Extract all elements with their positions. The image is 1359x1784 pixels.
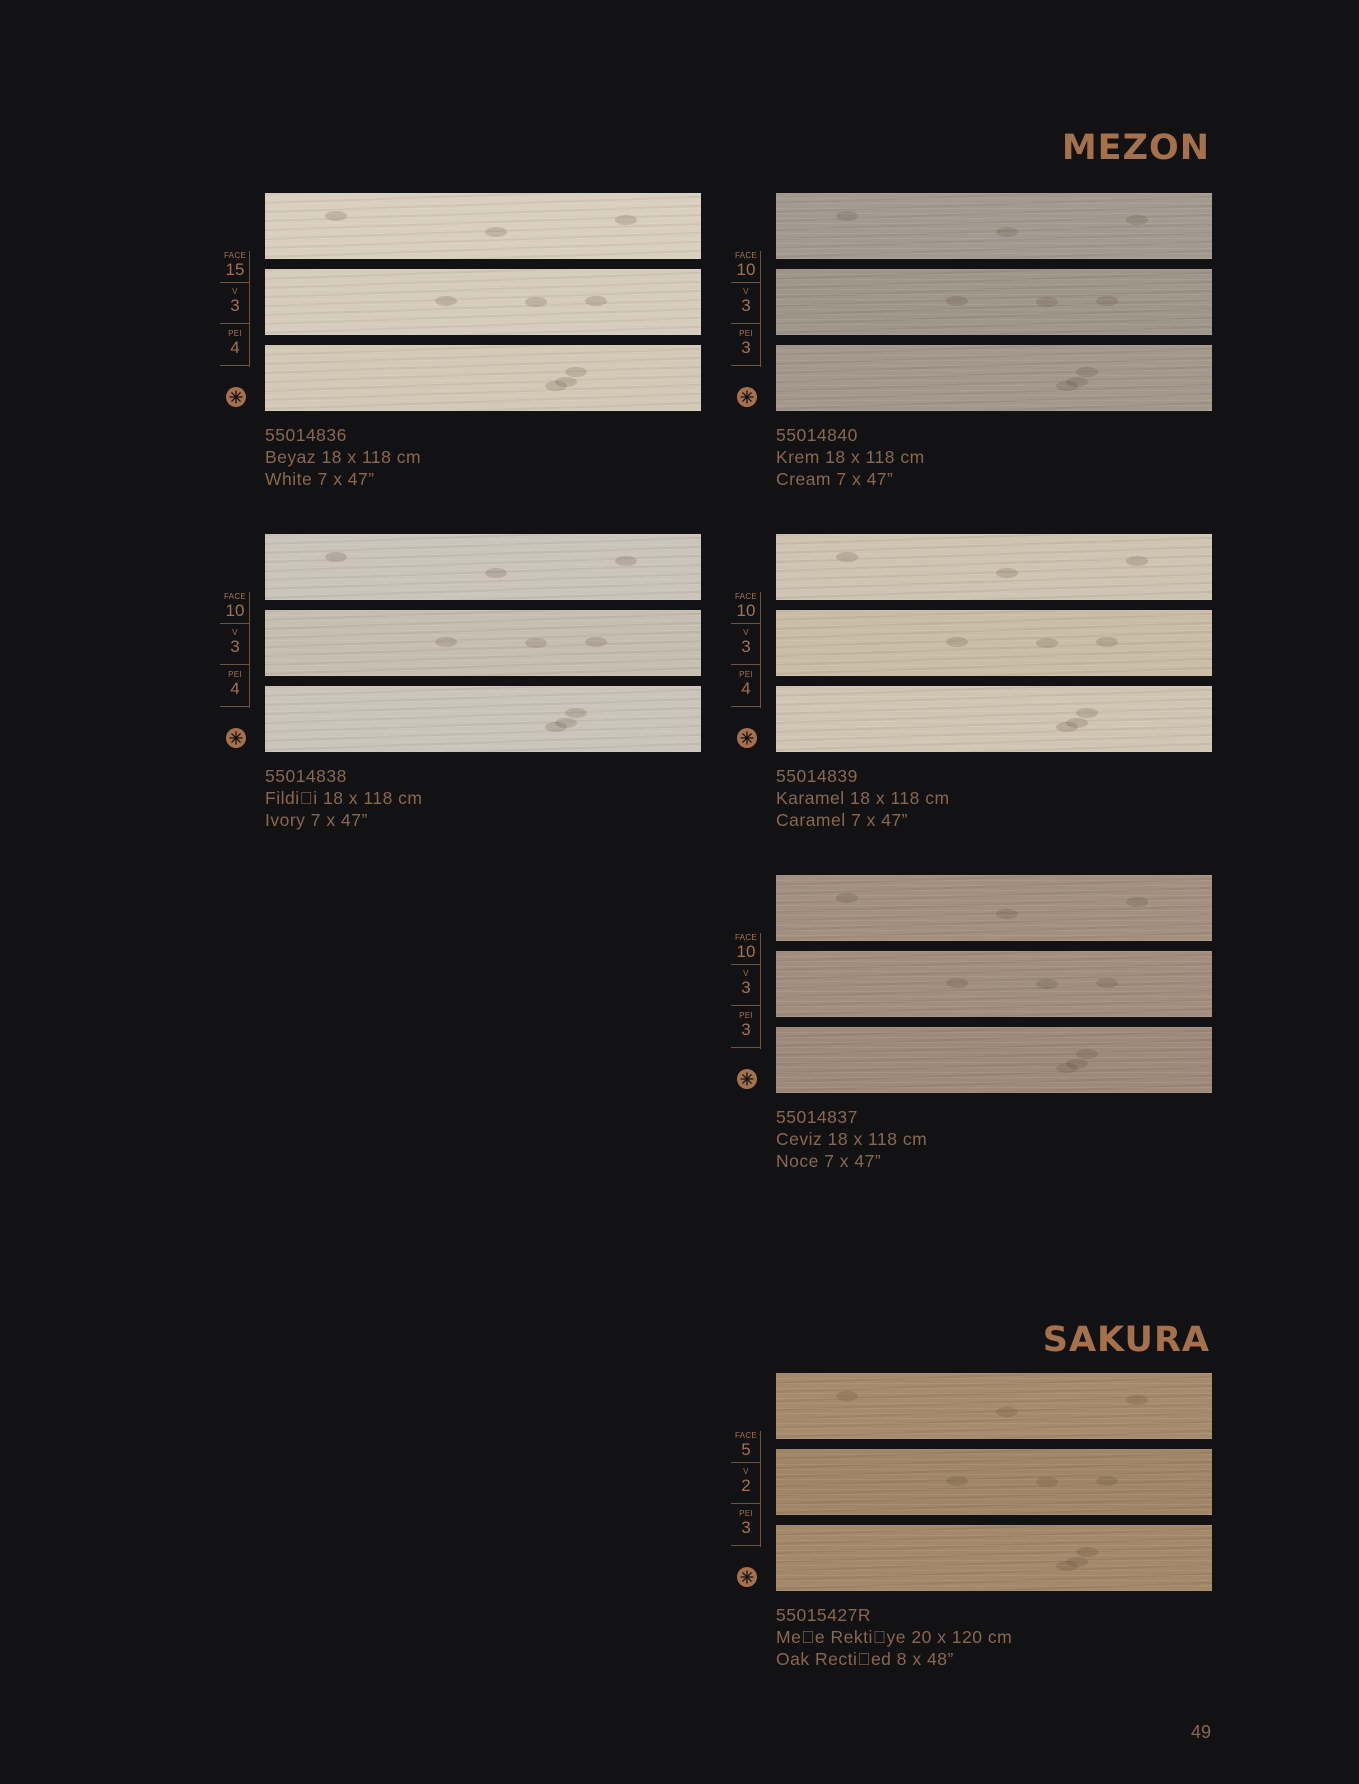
spec-pei-value: 3 bbox=[741, 1518, 751, 1537]
spec-column bbox=[731, 251, 761, 409]
product-name-en: Noce 7 x 47” bbox=[776, 1151, 882, 1171]
spec-v-label: V bbox=[743, 287, 749, 296]
spec-pei-label: PEI bbox=[228, 329, 242, 338]
spec-pei bbox=[731, 1011, 761, 1039]
spec-pei bbox=[731, 670, 761, 698]
product-code: 55015427R bbox=[776, 1605, 871, 1625]
anti-slip-badge-icon bbox=[737, 728, 757, 748]
spec-pei bbox=[220, 670, 250, 698]
spec-column bbox=[731, 933, 761, 1091]
spec-pei-value: 4 bbox=[230, 679, 240, 698]
product-name-en: Oak Recti ed 8 x 48” bbox=[776, 1649, 954, 1669]
tile-plank-image bbox=[265, 686, 701, 752]
spec-v bbox=[220, 287, 250, 315]
spec-pei-value: 3 bbox=[741, 1020, 751, 1039]
product-card bbox=[731, 193, 1227, 493]
tile-plank-image bbox=[776, 1373, 1212, 1439]
spec-v-value: 3 bbox=[741, 296, 751, 315]
spec-v-value: 3 bbox=[741, 978, 751, 997]
spec-v bbox=[731, 1467, 761, 1495]
product-info bbox=[776, 765, 950, 831]
spec-pei bbox=[220, 329, 250, 357]
product-code: 55014838 bbox=[265, 766, 347, 786]
spec-face-value: 15 bbox=[225, 260, 245, 279]
spec-column bbox=[220, 592, 250, 750]
anti-slip-badge-icon bbox=[737, 1567, 757, 1587]
tile-plank-image bbox=[265, 345, 701, 411]
tile-plank-image bbox=[265, 610, 701, 676]
spec-v-label: V bbox=[232, 628, 238, 637]
spec-v-value: 3 bbox=[230, 637, 240, 656]
spec-pei-value: 3 bbox=[741, 338, 751, 357]
spec-face-value: 10 bbox=[225, 601, 245, 620]
product-code: 55014836 bbox=[265, 425, 347, 445]
anti-slip-badge-icon bbox=[737, 1069, 757, 1089]
spec-face-value: 10 bbox=[736, 601, 756, 620]
spec-v bbox=[731, 287, 761, 315]
tile-plank-image bbox=[776, 193, 1212, 259]
product-card bbox=[220, 534, 716, 834]
spec-face-value: 5 bbox=[741, 1440, 751, 1459]
product-name-tr: Karamel 18 x 118 cm bbox=[776, 788, 950, 808]
tile-plank-image bbox=[265, 193, 701, 259]
spec-face-label: FACE bbox=[734, 592, 758, 601]
anti-slip-badge-icon bbox=[226, 728, 246, 748]
product-code: 55014839 bbox=[776, 766, 858, 786]
tile-plank-image bbox=[265, 534, 701, 600]
spec-face-label: FACE bbox=[223, 251, 247, 260]
product-name-tr: Beyaz 18 x 118 cm bbox=[265, 447, 422, 467]
spec-face-label: FACE bbox=[734, 1431, 758, 1440]
spec-face bbox=[731, 933, 761, 961]
spec-v-label: V bbox=[743, 969, 749, 978]
tile-plank-image bbox=[776, 534, 1212, 600]
spec-face bbox=[220, 592, 250, 620]
tile-plank-image bbox=[776, 875, 1212, 941]
product-name-tr: Ceviz 18 x 118 cm bbox=[776, 1129, 928, 1149]
collection-title-sakura: SAKURA bbox=[1042, 1320, 1210, 1360]
spec-v bbox=[731, 969, 761, 997]
tile-plank-image bbox=[776, 1525, 1212, 1591]
tile-plank-image bbox=[265, 269, 701, 335]
spec-column bbox=[731, 1431, 761, 1589]
collection-title-mezon: MEZON bbox=[1061, 128, 1210, 168]
anti-slip-badge-icon bbox=[226, 387, 246, 407]
anti-slip-badge-icon bbox=[737, 387, 757, 407]
spec-face-label: FACE bbox=[734, 251, 758, 260]
spec-v-label: V bbox=[743, 1467, 749, 1476]
spec-face bbox=[220, 251, 250, 279]
spec-pei bbox=[731, 1509, 761, 1537]
product-info bbox=[265, 765, 423, 831]
product-code: 55014837 bbox=[776, 1107, 858, 1127]
spec-v-value: 2 bbox=[741, 1476, 751, 1495]
tile-plank-image bbox=[776, 610, 1212, 676]
product-info bbox=[776, 1604, 1012, 1670]
tile-plank-image bbox=[776, 686, 1212, 752]
spec-pei-value: 4 bbox=[230, 338, 240, 357]
spec-v-value: 3 bbox=[741, 637, 751, 656]
product-info bbox=[776, 1106, 927, 1172]
product-card bbox=[220, 193, 716, 493]
spec-face-label: FACE bbox=[734, 933, 758, 942]
spec-face bbox=[731, 1431, 761, 1459]
product-name-en: Cream 7 x 47” bbox=[776, 469, 894, 489]
spec-pei bbox=[731, 329, 761, 357]
product-card bbox=[731, 534, 1227, 834]
spec-v-label: V bbox=[743, 628, 749, 637]
spec-column bbox=[731, 592, 761, 750]
product-name-tr: Krem 18 x 118 cm bbox=[776, 447, 925, 467]
tile-plank-image bbox=[776, 345, 1212, 411]
spec-v-label: V bbox=[232, 287, 238, 296]
product-name-en: Caramel 7 x 47” bbox=[776, 810, 908, 830]
spec-face-label: FACE bbox=[223, 592, 247, 601]
spec-v bbox=[731, 628, 761, 656]
product-code: 55014840 bbox=[776, 425, 858, 445]
spec-face-value: 10 bbox=[736, 942, 756, 961]
product-info bbox=[776, 424, 925, 490]
spec-pei-label: PEI bbox=[739, 670, 753, 679]
product-name-tr: Me e Rekti ye 20 x 120 cm bbox=[776, 1627, 1013, 1647]
product-info bbox=[265, 424, 421, 490]
page-number: 49 bbox=[1190, 1722, 1211, 1742]
tile-plank-image bbox=[776, 1449, 1212, 1515]
spec-pei-value: 4 bbox=[741, 679, 751, 698]
product-name-en: White 7 x 47” bbox=[265, 469, 375, 489]
spec-column bbox=[220, 251, 250, 409]
spec-pei-label: PEI bbox=[228, 670, 242, 679]
spec-v-value: 3 bbox=[230, 296, 240, 315]
product-card bbox=[731, 875, 1227, 1175]
spec-face bbox=[731, 251, 761, 279]
spec-face-value: 10 bbox=[736, 260, 756, 279]
spec-pei-label: PEI bbox=[739, 329, 753, 338]
product-name-tr: Fildi i 18 x 118 cm bbox=[265, 788, 423, 808]
product-name-en: Ivory 7 x 47” bbox=[265, 810, 368, 830]
spec-v bbox=[220, 628, 250, 656]
tile-plank-image bbox=[776, 1027, 1212, 1093]
tile-plank-image bbox=[776, 951, 1212, 1017]
product-card bbox=[731, 1373, 1227, 1673]
spec-pei-label: PEI bbox=[739, 1011, 753, 1020]
spec-pei-label: PEI bbox=[739, 1509, 753, 1518]
tile-plank-image bbox=[776, 269, 1212, 335]
spec-face bbox=[731, 592, 761, 620]
